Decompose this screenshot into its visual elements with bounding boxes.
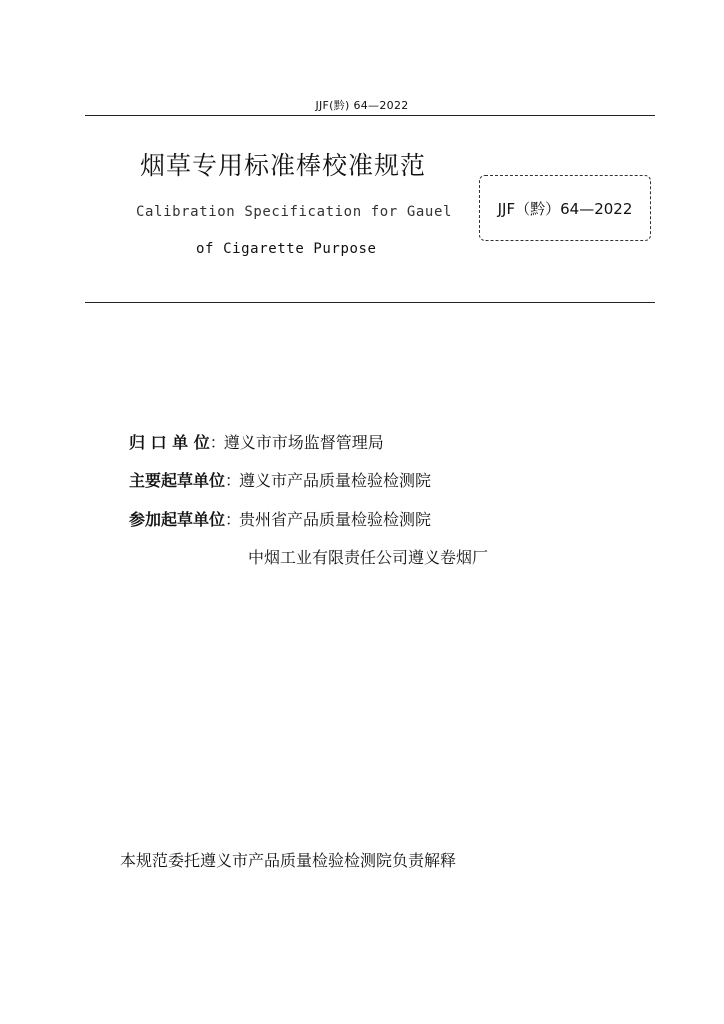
responsible-unit-colon: ： bbox=[209, 433, 226, 452]
responsible-unit-row bbox=[129, 430, 384, 453]
title-chinese: 烟草专用标准棒校准规范 bbox=[140, 151, 427, 180]
standard-code-box bbox=[479, 175, 651, 241]
participating-unit-colon: ： bbox=[225, 510, 242, 529]
main-drafting-unit-value: 遵义市产品质量检验检测院 bbox=[239, 471, 432, 490]
standard-code-text: JJF（黔）64—2022 bbox=[497, 199, 633, 218]
title-rule bbox=[85, 302, 655, 303]
title-english-line1: Calibration Specification for Gauel bbox=[136, 204, 453, 220]
responsible-unit-label: 归 口 单 位 bbox=[129, 433, 210, 452]
responsible-unit-value: 遵义市市场监督管理局 bbox=[223, 433, 384, 452]
participating-unit-value-2: 中烟工业有限责任公司遵义卷烟厂 bbox=[248, 548, 489, 567]
participating-unit-label: 参加起草单位 bbox=[129, 510, 226, 529]
title-english-line2: of Cigarette Purpose bbox=[196, 241, 377, 257]
main-drafting-unit-label: 主要起草单位 bbox=[129, 471, 226, 490]
main-drafting-unit-row bbox=[129, 468, 431, 491]
header-standard-code: JJF(黔) 64—2022 bbox=[315, 99, 409, 112]
header-rule bbox=[85, 115, 655, 116]
participating-unit-value: 贵州省产品质量检验检测院 bbox=[239, 510, 432, 529]
main-drafting-unit-colon: ： bbox=[225, 471, 242, 490]
interpretation-note: 本规范委托遵义市产品质量检验检测院负责解释 bbox=[120, 851, 457, 870]
participating-unit-row bbox=[129, 507, 431, 530]
participating-unit-row-2 bbox=[248, 545, 488, 568]
